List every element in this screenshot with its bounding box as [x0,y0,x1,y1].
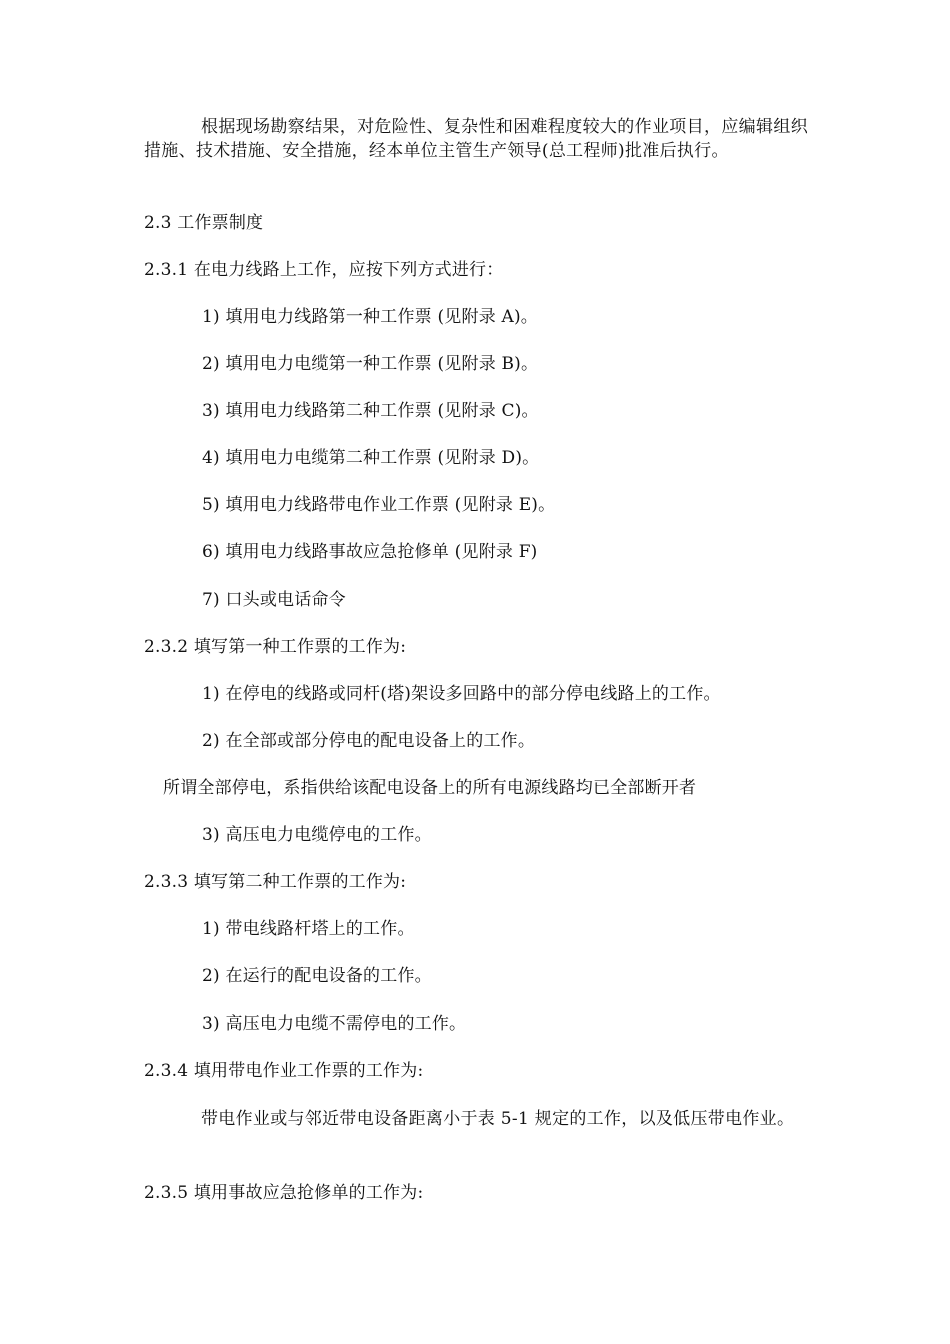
list-item: 3) 高压电力电缆不需停电的工作。 [202,1014,467,1034]
section-heading-2-3-3: 2.3.3 填写第二种工作票的工作为: [144,872,407,892]
list-item: 2) 填用电力电缆第一种工作票 (见附录 B)。 [202,354,539,374]
list-item: 7) 口头或电话命令 [202,590,346,610]
list-item: 5) 填用电力线路带电作业工作票 (见附录 E)。 [202,495,556,515]
list-item: 1) 带电线路杆塔上的工作。 [202,919,415,939]
list-item: 1) 在停电的线路或同杆(塔)架设多回路中的部分停电线路上的工作。 [202,684,721,704]
section-heading-2-3-1: 2.3.1 在电力线路上工作，应按下列方式进行： [144,260,504,280]
list-item: 2) 在全部或部分停电的配电设备上的工作。 [202,731,536,751]
list-item: 6) 填用电力线路事故应急抢修单 (见附录 F) [202,542,538,562]
list-item: 2) 在运行的配电设备的工作。 [202,966,432,986]
section-heading-2-3: 2.3 工作票制度 [144,213,264,233]
list-item: 4) 填用电力电缆第二种工作票 (见附录 D)。 [202,448,540,468]
section-heading-2-3-5: 2.3.5 填用事故应急抢修单的工作为: [144,1183,424,1203]
list-item: 3) 填用电力线路第二种工作票 (见附录 C)。 [202,401,539,421]
live-work-paragraph: 带电作业或与邻近带电设备距离小于表 5-1 规定的工作，以及低压带电作业。 [201,1109,795,1129]
section-heading-2-3-2: 2.3.2 填写第一种工作票的工作为: [144,637,407,657]
list-item: 3) 高压电力电缆停电的工作。 [202,825,432,845]
intro-paragraph: 根据现场勘察结果，对危险性、复杂性和困难程度较大的作业项目，应编辑组织措施、技术措施、安全措施，经本单位主管生产领导(总工程师)批准后执行。 [144,117,808,161]
section-heading-2-3-4: 2.3.4 填用带电作业工作票的工作为: [144,1061,424,1081]
definition-note: 所谓全部停电，系指供给该配电设备上的所有电源线路均已全部断开者 [163,778,697,798]
list-item: 1) 填用电力线路第一种工作票 (见附录 A)。 [202,307,539,327]
